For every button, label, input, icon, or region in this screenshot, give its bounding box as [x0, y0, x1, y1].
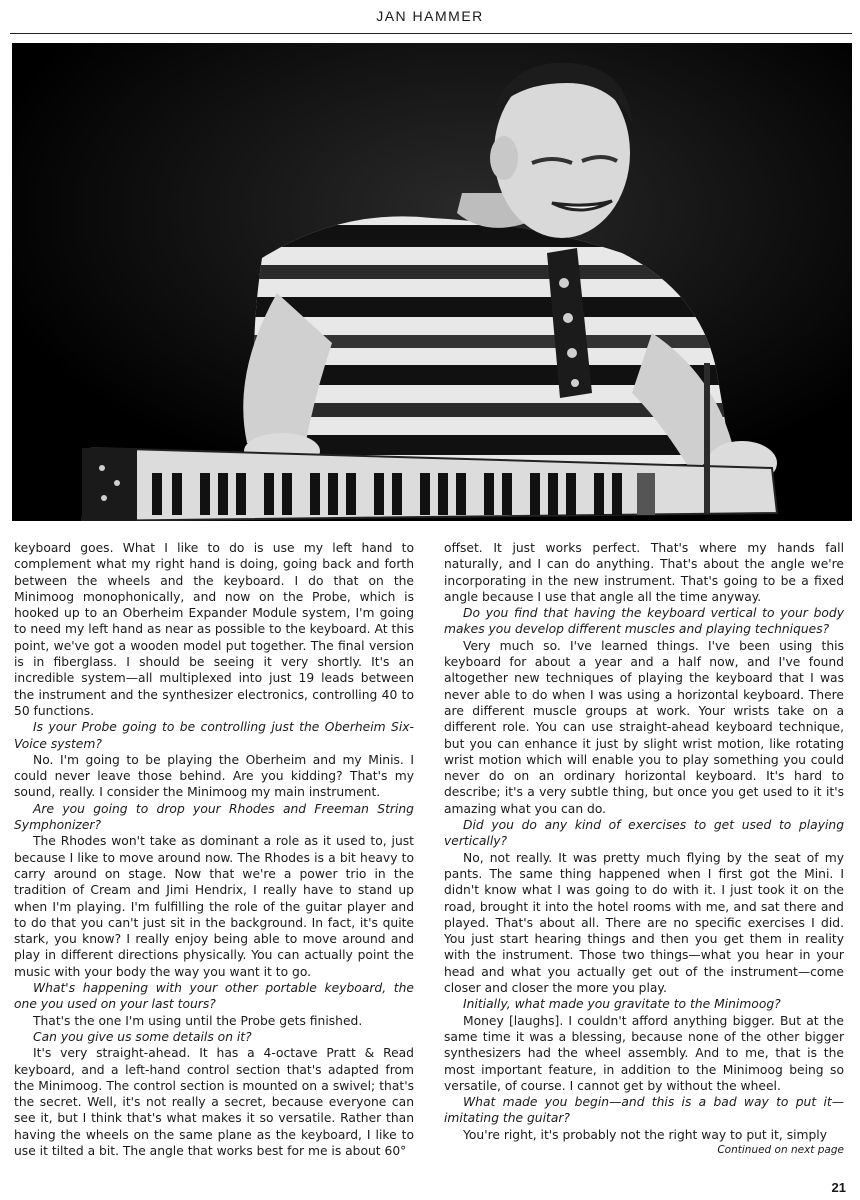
interview-answer: No. I'm going to be playing the Oberheim and my Minis. I could never leave those behind. Are you kidding? That's my sound, really. I consider the Minimoog my main instrument. [14, 752, 414, 800]
interview-question: Are you going to drop your Rhodes and Freeman String Symphonizer? [14, 801, 414, 833]
musician-with-keytar-icon [12, 43, 852, 521]
interview-answer: The Rhodes won't take as dominant a role as it used to, just because I like to move around now. The Rhodes is a bit heavy to carry around on stage. Now that we're a power trio in the tradition of Cream and Jimi Hendrix, I really have to stand up when I'm playing. I'm fulfilling the role of the guitar player and to do that you can't just sit in the background. In fact, it's quite stark, you know? I really enjoy being able to move around and play in different directions physically. You can actually point the music with your body the way you want it to go. [14, 834, 414, 979]
interview-question: Is your Probe going to be controlling just the Oberheim Six-Voice system? [14, 720, 414, 751]
interview-question: Initially, what made you gravitate to the Minimoog? [463, 997, 781, 1012]
continued-on-next-page: Continued on next page [717, 1143, 844, 1156]
interview-question: Do you find that having the keyboard vertical to your body makes you develop different muscles and playing techniques? [444, 606, 844, 637]
interview-question: What made you begin—and this is a bad way to put it—imitating the guitar? [444, 1095, 844, 1126]
interview-answer: Very much so. I've learned things. I've been using this keyboard for about a year and a half now, and I've found altogether new techniques of playing the keyboard that I was never able to do when I was using a horizontal keyboard. There are different muscle groups at work. Your wrists take on a different role. You can use straight-ahead keyboard technique, but you can enhance it just by slight wrist motion, like rotating wrist motion which will enable you to play something you could never do on an ordinary horizontal keyboard. It's hard to describe; it's a very subtle thing, but once you get used to it it's amazing what you can do. [444, 638, 844, 816]
interview-question: Can you give us some details on it? [33, 1029, 252, 1044]
interview-answer: It's very straight-ahead. It has a 4-octave Pratt & Read keyboard, and a left-hand control section that's adapted from the Minimoog. The control section is mounted on a swivel; that's the secret. Well, it's not really a secret, because everyone can see it, but I think that's what makes it so versatile. Rather than having the wheels on the same plane as the keyboard, I like to use it tilted a bit. The angle that works best for me is about 60° [14, 1046, 414, 1158]
article-left-column [14, 540, 414, 1159]
paragraph: keyboard goes. What I like to do is use my left hand to complement what my right hand is doing, going back and forth between the wheels and the keyboard. I do that on the Minimoog monophonically, and now on the Probe, which is hooked up to an Oberheim Expander Module system, I'm going to need my left hand as near as possible to the keyboard. At this point, we've got a wooden model put together. The final version is in fiberglass. I should be seeing it very shortly. It's an incredible system—all multiplexed into just 19 leads between the instrument and the synthesizer electronics, controlling 40 to 50 functions. [14, 541, 414, 718]
page-header-title: JAN HAMMER [376, 8, 484, 24]
interview-question: Did you do any kind of exercises to get used to playing vertically? [444, 818, 844, 849]
interview-answer: You're right, it's probably not the right way to put it, simply [463, 1127, 828, 1142]
interview-answer: That's the one I'm using until the Probe gets finished. [33, 1013, 363, 1028]
interview-answer: No, not really. It was pretty much flying by the seat of my pants. The same thing happened when I first got the Mini. I didn't know what I was going to do with it. I just took it on the road, brought it into the hotel rooms with me, and sat there and played. That's about all. There are no specific exercises I did. You just start hearing things and then you get them in reality with the instrument. Those two things—what you hear in your head and what you actually get out of the instrument—come closer and closer the more you play. [444, 850, 844, 996]
paragraph: offset. It just works perfect. That's where my hands fall naturally, and I can do anything. That's about the angle we're incorporating in the new instrument. That's going to be a fixed angle because I use that angle all the time anyway. [444, 541, 844, 604]
header-rule [10, 33, 852, 34]
musician-photo [12, 43, 852, 521]
interview-question: What's happening with your other portable keyboard, the one you used on your last tours? [14, 981, 414, 1012]
article-right-column [444, 540, 844, 1157]
page-number: 21 [831, 1180, 846, 1195]
interview-answer: Money [laughs]. I couldn't afford anything bigger. But at the same time it was a blessing, because none of the other bigger synthesizers had the wheel assembly. And to me, that is the most important feature, in addition to the Minimoog being so versatile, of course. I cannot get by without the wheel. [444, 1013, 844, 1093]
